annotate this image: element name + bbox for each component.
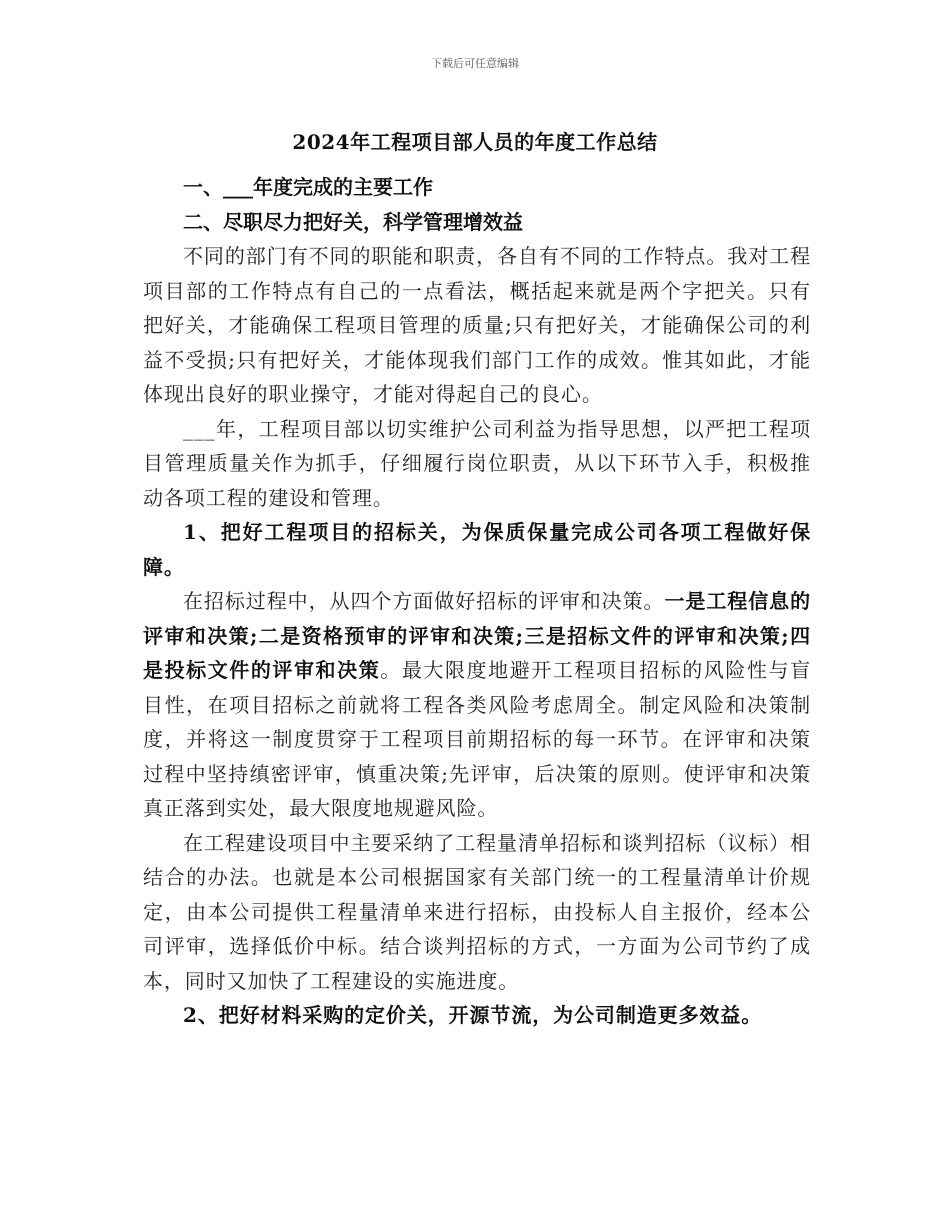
section-heading-2: 二、尽职尽力把好关，科学管理增效益 — [183, 209, 523, 234]
paragraph-3 — [143, 584, 811, 826]
paragraph-2: ___年，工程项目部以切实维护公司利益为指导思想，以严把工程项目管理质量关作为抓手，仔细履行岗位职责，从以下环节入手，积极推动各项工程的建设和管理。 — [143, 416, 811, 510]
paragraph-3-intro: 在招标过程中，从四个方面做好招标的评审和决策。 — [183, 589, 665, 613]
section-heading-1: 一、___年度完成的主要工作 — [183, 175, 433, 199]
item-heading-2: 2、把好材料采购的定价关，开源节流，为公司制造更多效益。 — [183, 1003, 763, 1027]
document-body — [143, 170, 811, 1033]
paragraph-1: 不同的部门有不同的职能和职责，各自有不同的工作特点。我对工程项目部的工作特点有自己的一点看法，概括起来就是两个字把关。只有把好关，才能确保工程项目管理的质量;只有把好关，才能确保公司的利益不受损;只有把好关，才能体现我们部门工作的成效。惟其如此，才能体现出良好的职业操守，才能对得起自己的良心。 — [143, 244, 811, 406]
item-heading-1: 1、把好工程项目的招标关，为保质保量完成公司各项工程做好保障。 — [143, 520, 811, 579]
paragraph-3-bold: 一是工程信息的评审和决策;二是资格预审的评审和决策;三是招标文件的评审和决策;四是投标文件的评审和决策 — [143, 589, 811, 682]
paragraph-4: 在工程建设项目中主要采纳了工程量清单招标和谈判招标（议标）相结合的办法。也就是本公司根据国家有关部门统一的工程量清单计价规定，由本公司提供工程量清单来进行招标，由投标人自主报价，经本公司评审，选择低价中标。结合谈判招标的方式，一方面为公司节约了成本，同时又加快了工程建设的实施进度。 — [143, 830, 811, 993]
paragraph-3-rest: 。最大限度地避开工程项目招标的风险性与盲目性，在项目招标之前就将工程各类风险考虑周全。制定风险和决策制度，并将这一制度贯穿于工程项目前期招标的每一环节。在评审和决策过程中坚持缜密评审，慎重决策;先评审，后决策的原则。使评审和决策真正落到实处，最大限度地规避风险。 — [143, 658, 812, 820]
header-note: 下载后可任意编辑 — [431, 57, 519, 70]
document-title: 2024年工程项目部人员的年度工作总结 — [292, 130, 658, 154]
